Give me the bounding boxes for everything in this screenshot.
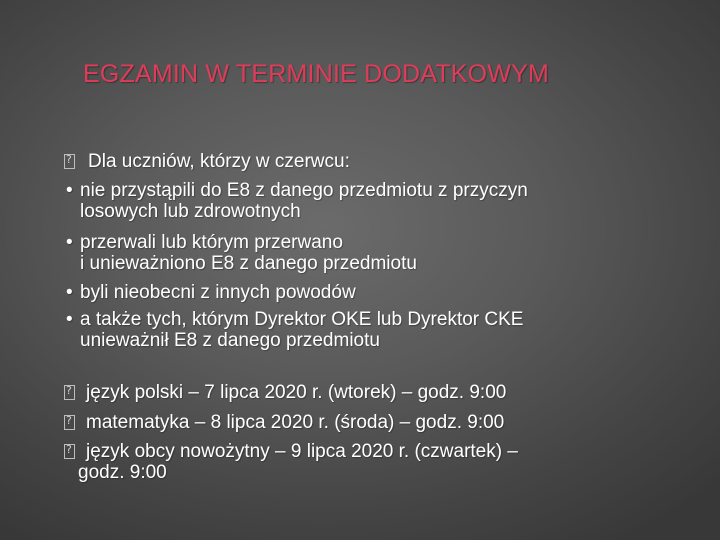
- schedule-line: język obcy nowożytny – 9 lipca 2020 r. (czwartek) –: [86, 441, 518, 462]
- box-glyph-icon: [64, 154, 75, 169]
- box-glyph-icon: [64, 385, 75, 400]
- bullet-dot: •: [66, 180, 73, 201]
- schedule-line: matematyka – 8 lipca 2020 r. (środa) – godz. 9:00: [86, 412, 505, 433]
- schedule-line-continued: godz. 9:00: [78, 462, 167, 483]
- box-glyph-icon: [64, 415, 75, 430]
- condition-line: nie przystąpili do E8 z danego przedmiotu z przyczyn: [80, 180, 528, 201]
- condition-line: a także tych, którym Dyrektor OKE lub Dyrektor CKE: [80, 309, 524, 330]
- condition-line: przerwali lub którym przerwano: [80, 232, 343, 253]
- box-glyph-icon: [64, 444, 75, 459]
- schedule-line: język polski – 7 lipca 2020 r. (wtorek) – godz. 9:00: [86, 382, 507, 403]
- condition-line-continued: i unieważniono E8 z danego przedmiotu: [80, 253, 417, 274]
- bullet-dot: •: [66, 232, 73, 253]
- condition-line-continued: losowych lub zdrowotnych: [80, 201, 301, 222]
- intro-text: Dla uczniów, którzy w czerwcu:: [88, 151, 350, 172]
- bullet-dot: •: [66, 282, 73, 303]
- condition-line-continued: unieważnił E8 z danego przedmiotu: [80, 330, 380, 351]
- condition-line: byli nieobecni z innych powodów: [80, 282, 356, 303]
- slide-title: EGZAMIN W TERMINIE DODATKOWYM: [83, 60, 549, 88]
- bullet-dot: •: [66, 309, 73, 330]
